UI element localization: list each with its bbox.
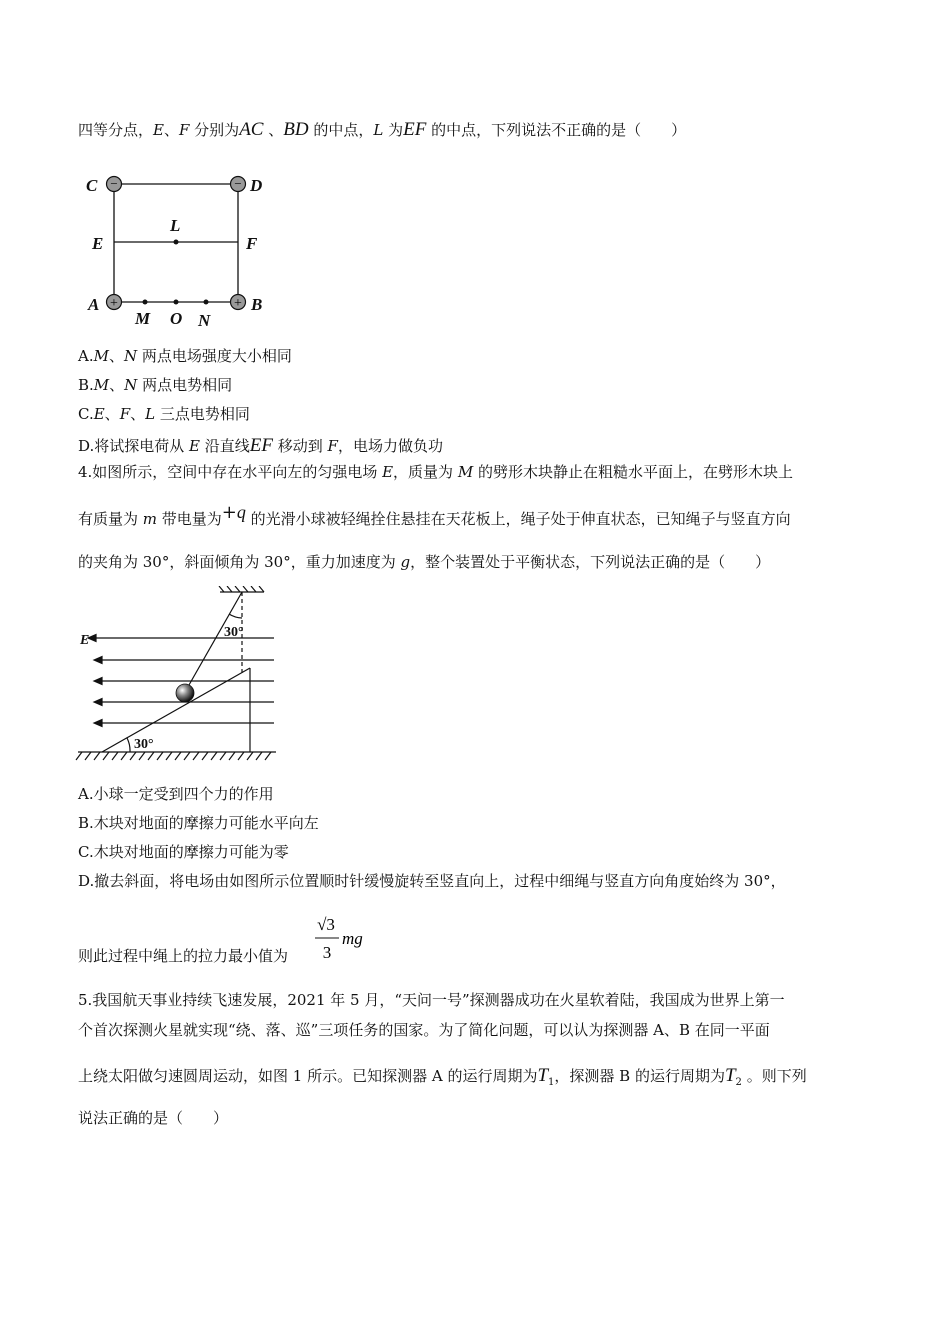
field-lines [88,635,274,727]
q3-option-a: A.M、N 两点电场强度大小相同 [78,347,292,365]
q3-option-b: B.M、N 两点电势相同 [78,376,233,394]
label-m: M [135,309,151,328]
q3-option-d: D.将试探电荷从 E 沿直线EF 移动到 F，电场力做负功 [78,435,443,456]
q4-option-d-line1: D.撤去斜面，将电场由如图所示位置顺时针缓慢旋转至竖直向上，过程中细绳与竖直方向角度始终为 30°， [78,872,786,890]
q5-line1: 5.我国航天事业持续飞速发展，2021 年 5 月，“天问一号”探测器成功在火星软着陆，我国成为世界上第一 [78,991,785,1009]
point-l [174,240,179,245]
q3-stem: 四等分点，E、F 分别为AC 、BD 的中点，L 为EF 的中点，下列说法不正确的是（ ） [78,119,687,140]
q5-line3: 上绕太阳做匀速圆周运动，如图 1 所示。已知探测器 A 的运行周期为$T_1$，探测器 B 的运行周期为$T_2$ 。则下列 [78,1065,807,1088]
point-m [143,300,148,305]
svg-text:+: + [234,296,242,311]
label-d: D [250,176,263,195]
q4-stem-line1: 4.如图所示，空间中存在水平向左的匀强电场 E，质量为 M 的劈形木块静止在粗糙水平面上，在劈形木块上 [78,463,793,481]
svg-text:3: 3 [322,943,332,962]
q4-option-d-line2: 则此过程中绳上的拉力最小值为 [78,947,289,965]
q4-option-b: B.木块对地面的摩擦力可能水平向左 [78,814,319,832]
svg-text:−: − [234,176,242,191]
label-e-field: E [80,633,90,648]
label-a: A [88,295,100,314]
q4-option-a: A.小球一定受到四个力的作用 [78,785,274,803]
point-n [204,300,209,305]
label-f: F [246,234,258,253]
svg-text:+: + [110,296,118,311]
charge-d [231,176,246,192]
charge-c [107,176,122,192]
label-b: B [251,295,263,314]
label-c: C [86,176,98,195]
q4-fraction-answer [312,910,372,966]
label-o: O [170,309,183,328]
q5-line2: 个首次探测火星就实现“绕、落、巡”三项任务的国家。为了简化问题，可以认为探测器 A、B 在同一平面 [78,1021,770,1039]
svg-text:mg: mg [342,929,363,948]
label-e: E [92,234,104,253]
label-angle-bottom: 30° [134,737,154,752]
q4-option-c: C.木块对地面的摩擦力可能为零 [78,843,289,861]
q3-charge-figure [78,168,278,333]
charge-a [107,295,122,312]
q4-stem-line2: 有质量为 m 带电量为+q 的光滑小球被轻绳拴住悬挂在天花板上，绳子处于伸直状态，已知绳子与竖直方向 [78,502,791,528]
q4-stem-line3: 的夹角为 30°，斜面倾角为 30°，重力加速度为 g，整个装置处于平衡状态，下列说法正确的是（ ） [78,553,771,571]
label-l: L [170,216,181,235]
svg-text:−: − [110,176,118,191]
q3-option-c: C.E、F、L 三点电势相同 [78,405,250,423]
point-o [174,300,179,305]
label-angle-top: 30° [224,625,244,640]
label-n: N [198,311,211,330]
svg-text:√3: √3 [317,915,335,934]
q5-line4: 说法正确的是（ ） [78,1109,229,1127]
charge-b [231,295,246,312]
charged-ball [176,684,194,702]
q4-incline-figure [74,586,279,764]
